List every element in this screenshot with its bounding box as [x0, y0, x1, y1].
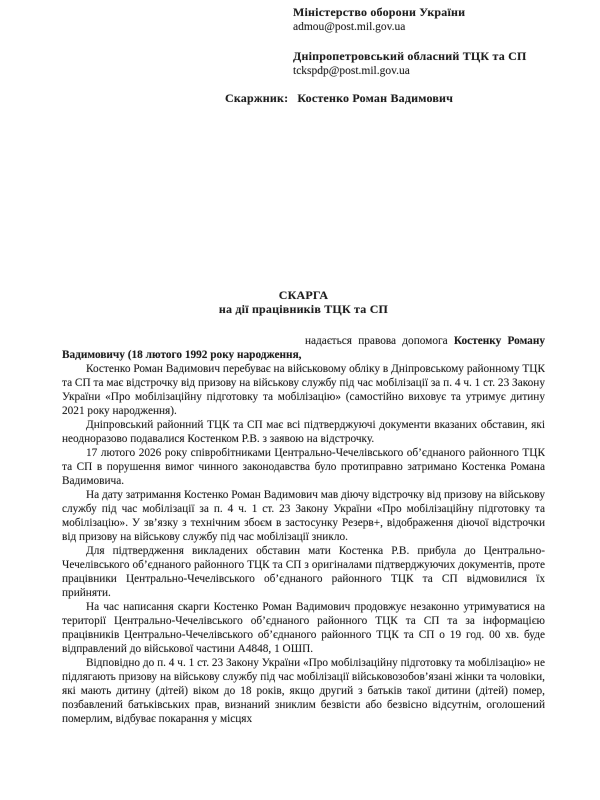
- lead-regular-text: надається правова допомога: [305, 335, 454, 347]
- recipient-email: tckspdp@post.mil.gov.ua: [293, 65, 410, 77]
- title-line-2: на дії працівників ТЦК та СП: [218, 302, 389, 316]
- paragraph-mother-visit: Для підтвердження викладених обставин мати Костенка Р.В. прибула до Центрально-Чечелівського об’єднаного районного ТЦК та СП з оригіналами підтверджуючих документів, проте працівники Центрально-Чечелівського об’єднаного районного ТЦК та СП відмовилися їх прийняти.: [62, 545, 545, 599]
- lead-bold-text: Костенку Роману Вадимовичу (18 лютого 1992 року народження,: [62, 335, 545, 361]
- paragraph-deferral: На дату затримання Костенко Роман Вадимович мав діючу відстрочку від призову на військову службу під час мобілізації за п. 4 ч. 1 ст. 23 Закону України «Про мобілізаційну підготовку та мобілізацію». У зв’язку з технічним збоєм в застосунку Резерв+, відображення діючої відстрочки від призову на військову службу під час мобілізації зникло.: [62, 489, 545, 543]
- complainant-label: Скаржник:: [225, 91, 289, 105]
- recipient-name: Міністерство оборони України: [293, 5, 466, 19]
- recipient-email: admou@post.mil.gov.ua: [293, 21, 406, 33]
- document-title: [62, 288, 545, 316]
- paragraph-current-status: На час написання скарги Костенко Роман Вадимович продовжує незаконно утримуватися на території Центрально-Чечелівського об’єднаного районного ТЦК та СП та за інформацією працівників Центрально-Чечелівського об’єднаного районного ТЦК та СП о 19 год. 00 хв. буде відправлений до військової частини А4848, 1 ОШП.: [62, 601, 545, 655]
- paragraph-documents: Дніпровський районний ТЦК та СП має всі підтверджуючі документи вказаних обставин, які неодноразово подавалися Костенком Р.В. з заявою на відстрочку.: [62, 419, 545, 445]
- paragraph-law-citation: Відповідно до п. 4 ч. 1 ст. 23 Закону України «Про мобілізаційну підготовку та мобілізацію» не підлягають призову на військову службу під час мобілізації військовозобов’язані жінки та чоловіки, які мають дитину (дітей) віком до 18 років, якщо другий з батьків такої дитини (дітей) помер, позбавлений батьківських прав, визнаний зниклим безвісти або безвісно відсутнім, оголошений померлим, відбуває покарання у місцях: [62, 657, 545, 725]
- document-body: [62, 334, 545, 726]
- recipient-block: [293, 5, 527, 93]
- paragraph-detention: 17 лютого 2026 року співробітниками Центрально-Чечелівського об’єднаного районного ТЦК та СП в порушення вимог чинного законодавства було протиправно затримано Костенка Романа Вадимовича.: [62, 447, 545, 487]
- recipient-name: Дніпропетровський обласний ТЦК та СП: [293, 49, 527, 63]
- lead-paragraph: [62, 334, 545, 362]
- complainant-name: Костенко Роман Вадимович: [297, 91, 454, 105]
- paragraph-registration: Костенко Роман Вадимович перебуває на військовому обліку в Дніпровському районному ТЦК та СП та має відстрочку від призову на військову службу під час мобілізації за п. 4 ч. 1 ст. 23 Закону України «Про мобілізаційну підготовку та мобілізацію» (самостійно виховує та утримує дитину 2021 року народження).: [62, 363, 545, 417]
- title-line-1: СКАРГА: [278, 288, 329, 302]
- complainant-line: [225, 91, 453, 106]
- recipient-regional-tcc: [293, 49, 527, 79]
- recipient-ministry: [293, 5, 527, 35]
